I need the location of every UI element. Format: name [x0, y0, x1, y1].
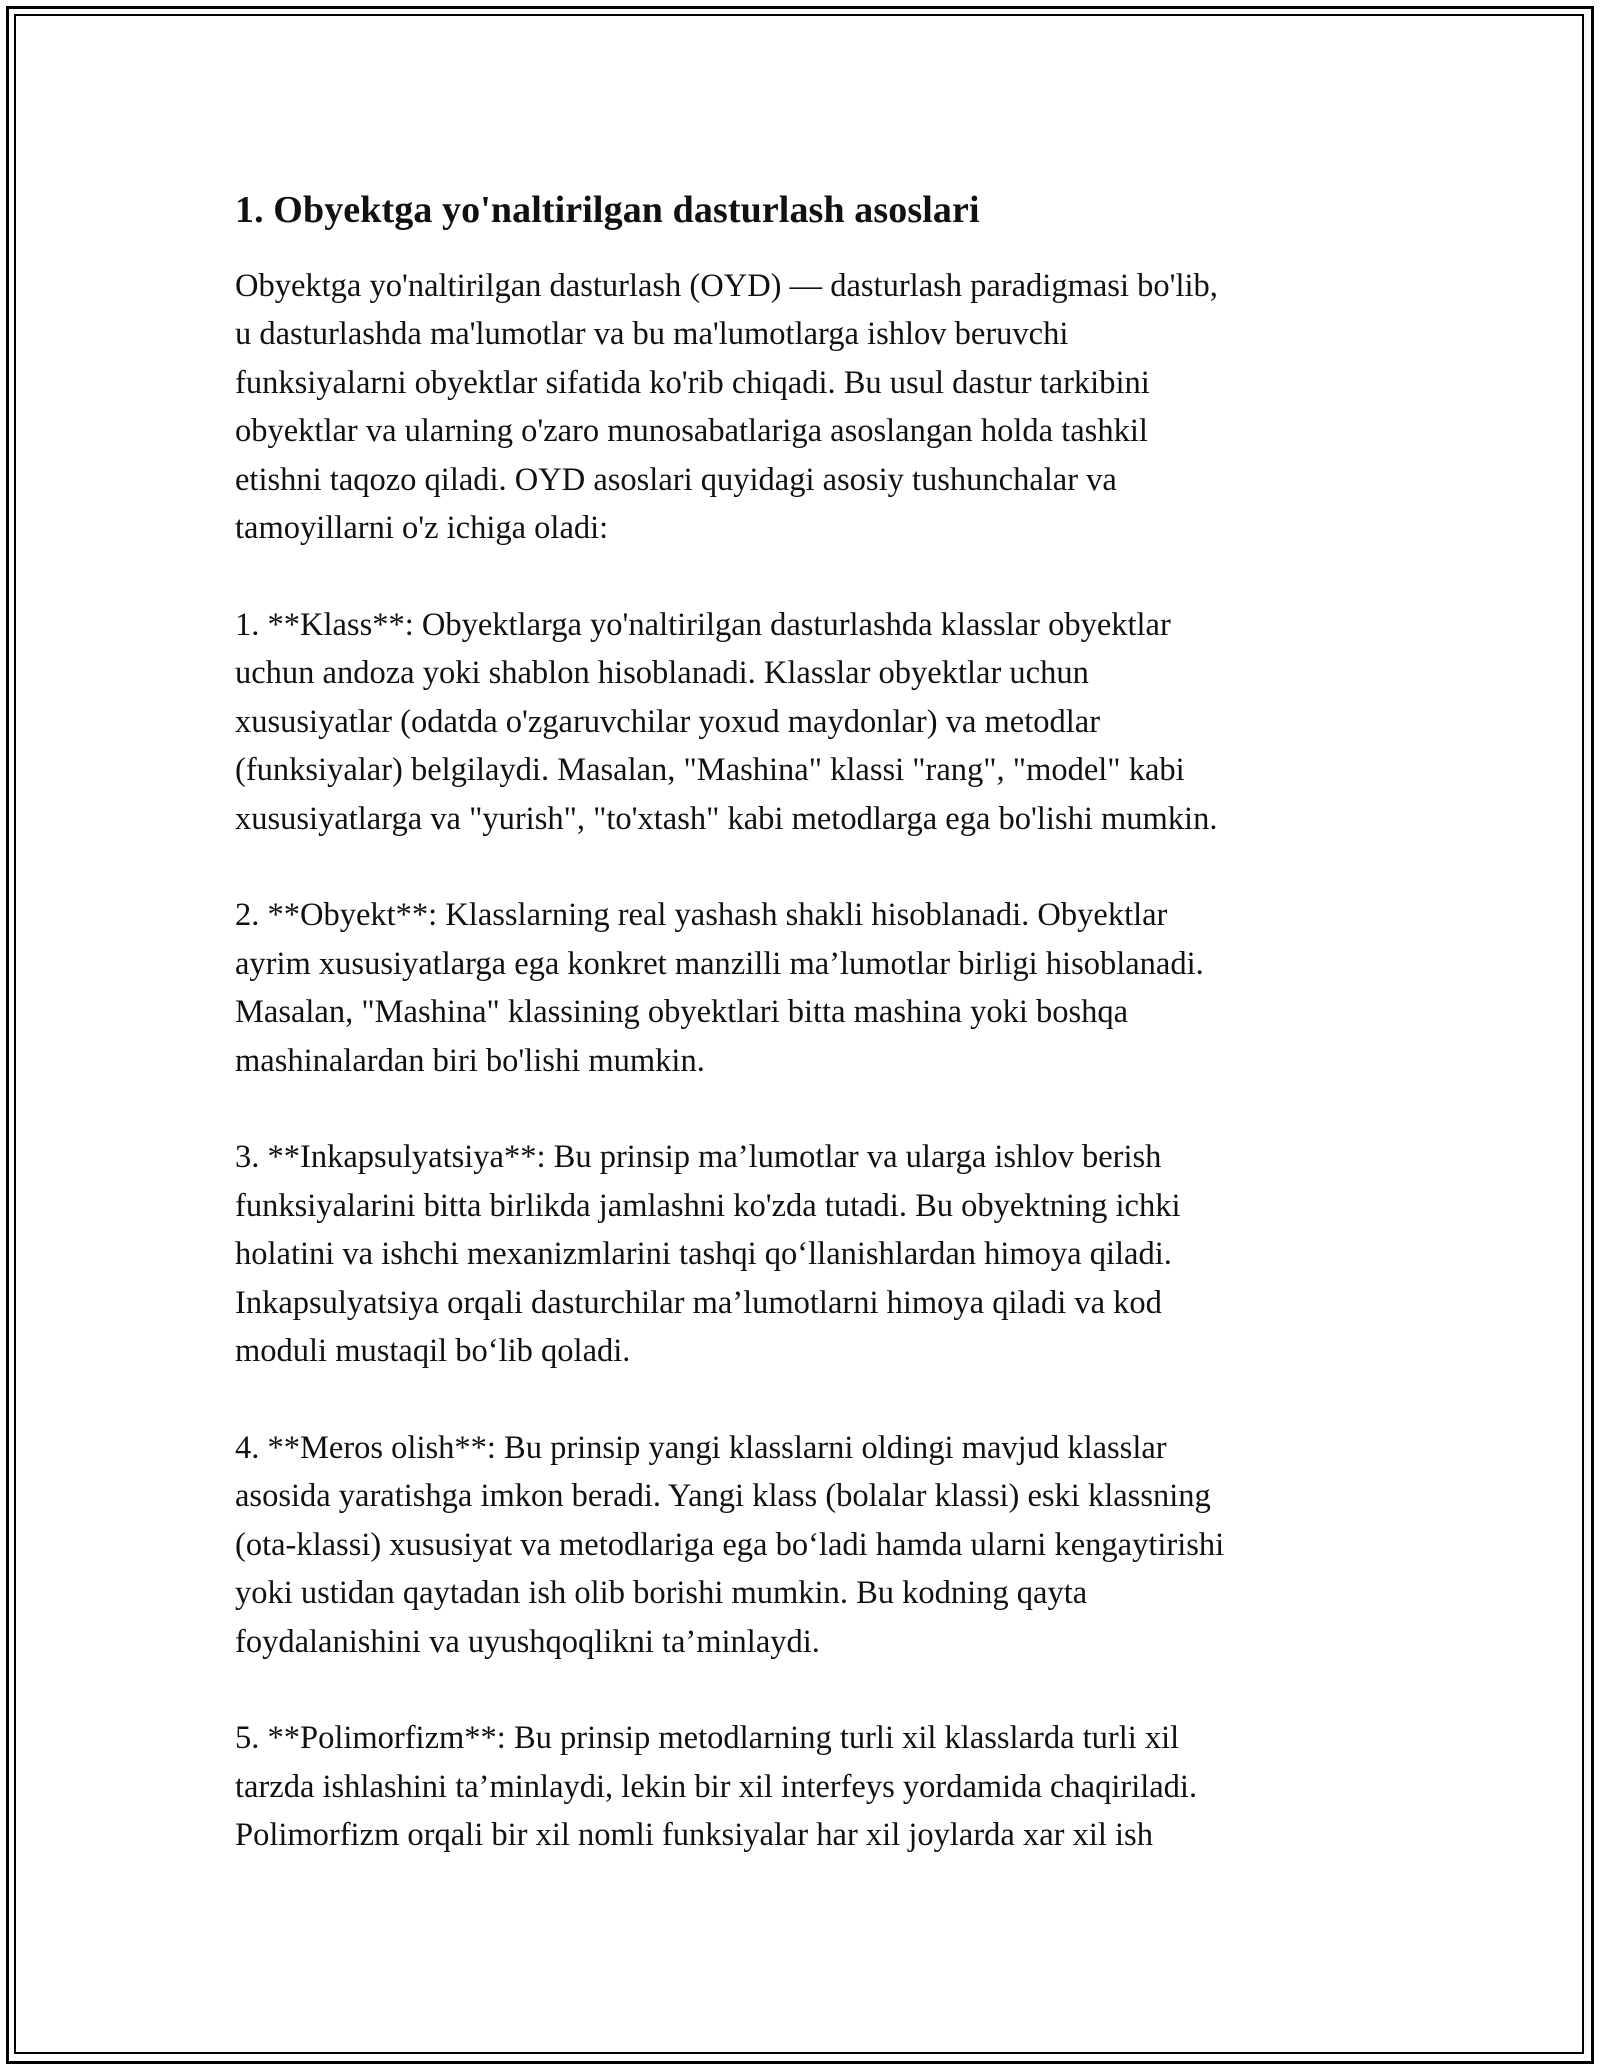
paragraph-polimorfizm: 5. **Polimorfizm**: Bu prinsip metodlarning turli xil klasslarda turli xil tarzda ishlashini ta’minlaydi, lekin bir xil interfeys yordamida chaqiriladi. Polimorfizm orqali bir xil nomli funksiyalar har xil joylarda xar xil ish — [235, 1720, 1198, 1854]
document-body — [235, 188, 1365, 1908]
paragraph-obyekt: 2. **Obyekt**: Klasslarning real yashash shakli hisoblanadi. Obyektlar ayrim xususiyatlarga ega konkret manzilli ma’lumotlar birligi hisoblanadi. Masalan, "Mashina" klassining obyektlari bitta mashina yoki boshqa mashinalardan biri bo'lishi mumkin. — [235, 897, 1204, 1079]
paragraph-intro: Obyektga yo'naltirilgan dasturlash (OYD) — dasturlash paradigmasi bo'lib, u dasturlashda ma'lumotlar va bu ma'lumotlarga ishlov beruvchi funksiyalarni obyektlar sifatida ko'rib chiqadi. Bu usul dastur tarkibini obyektlar va ularning o'zaro munosabatlariga asoslangan holda tashkil etishni taqozo qiladi. OYD asoslari quyidagi asosiy tushunchalar va tamoyillarni o'z ichiga oladi: — [235, 267, 1218, 547]
paragraph-klass: 1. **Klass**: Obyektlarga yo'naltirilgan dasturlashda klasslar obyektlar uchun andoza yoki shablon hisoblanadi. Klasslar obyektlar uchun xususiyatlar (odatda o'zgaruvchilar yoxud maydonlar) va metodlar (funksiyalar) belgilaydi. Masalan, "Mashina" klassi "rang", "model" kabi xususiyatlarga va "yurish", "to'xtash" kabi metodlarga ega bo'lishi mumkin. — [235, 606, 1218, 837]
document-heading: 1. Obyektga yo'naltirilgan dasturlash asoslari — [235, 189, 980, 231]
paragraph-inkapsulyatsiya: 3. **Inkapsulyatsiya**: Bu prinsip ma’lumotlar va ularga ishlov berish funksiyalarini bitta birlikda jamlashni ko'zda tutadi. Bu obyektning ichki holatini va ishchi mexanizmlarini tashqi qo‘llanishlardan himoya qiladi. Inkapsulyatsiya orqali dasturchilar ma’lumotlarni himoya qiladi va kod moduli mustaqil bo‘lib qoladi. — [235, 1139, 1181, 1370]
paragraph-meros-olish: 4. **Meros olish**: Bu prinsip yangi klasslarni oldingi mavjud klasslar asosida yaratishga imkon beradi. Yangi klass (bolalar klassi) eski klassning (ota-klassi) xususiyat va metodlariga ega bo‘ladi hamda ularni kengaytirishi yoki ustidan qaytadan ish olib borishi mumkin. Bu kodning qayta foydalanishini va uyushqoqlikni ta’minlaydi. — [235, 1429, 1225, 1660]
